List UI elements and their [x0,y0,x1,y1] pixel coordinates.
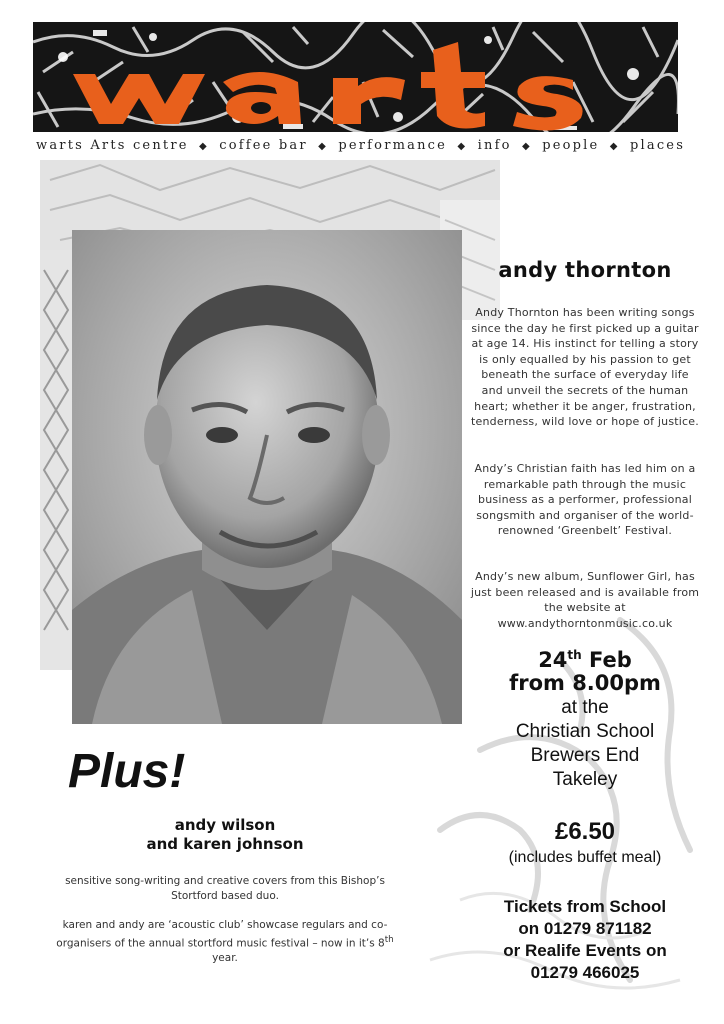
support-desc-text: karen and andy are ‘acoustic club’ showcase regulars and co-organisers of the annual stortford music festival – now in it’s 8 [56,919,388,949]
headliner-bio-paragraph: Andy’s new album, Sunflower Girl, has just been released and is available from the website at www.andythorntonmusic.co.uk [470,570,700,630]
date-month: Feb [589,648,632,672]
date-day: 24 [538,648,568,672]
portrait-illustration [72,230,462,724]
nav-strip [36,138,686,160]
header-banner [33,22,678,132]
tickets-line: on 01279 871182 [518,919,652,938]
headliner-bio-paragraph: Andy’s Christian faith has led him on a remarkable path through the music business as a performer, professional songsmith and organiser of the world-renowned ‘Greenbelt’ Festival. [474,462,696,538]
date-suffix: th [567,648,582,662]
venue-line: Brewers End [530,745,640,766]
tickets-line: Tickets from School [503,897,667,916]
event-time: from 8.00pm [509,671,661,695]
venue-line: at the [561,697,609,718]
support-heading: Plus! [68,745,186,798]
nav-item-performance: performance [338,138,448,153]
nav-item-coffee-bar: coffee bar [219,138,308,153]
logo-text: warts [33,22,36,23]
support-act-name: andy wilson [174,816,276,834]
nav-separator-icon: ◆ [521,141,532,152]
venue-line: Takeley [552,769,618,790]
price-note: (includes buffet meal) [508,849,662,866]
nav-separator-icon: ◆ [198,141,209,152]
headliner-bio-paragraph: Andy Thornton has been writing songs since the day he first picked up a guitar at age 14. His instinct for telling a story is only equalled by his passion to get beneath the surface of everyday life and unveil the secrets of the human heart; whether it be anger, frustration, tenderness, wild love or hope of justice. [471,306,699,429]
support-description: sensitive song-writing and creative covers from this Bishop’s Stortford based duo. [65,875,385,902]
warts-logo [33,22,678,132]
nav-item-arts-centre: warts Arts centre [36,138,189,153]
headliner-name: andy thornton [498,258,672,282]
support-desc-sup: th [384,934,394,945]
nav-item-people: people [542,138,600,153]
venue-line: Christian School [515,721,655,742]
nav-item-places: places [629,138,686,153]
nav-separator-icon: ◆ [457,141,468,152]
tickets-line: 01279 466025 [530,963,640,982]
ticket-price: £6.50 [554,818,616,845]
nav-item-info: info [477,138,512,153]
nav-separator-icon: ◆ [318,141,328,152]
nav-separator-icon: ◆ [609,141,620,152]
support-description [50,918,400,965]
support-act-name: and karen johnson [146,835,304,853]
tickets-line: or Realife Events on [503,941,667,960]
support-desc-end: year. [212,951,238,964]
artist-photo [72,230,462,724]
